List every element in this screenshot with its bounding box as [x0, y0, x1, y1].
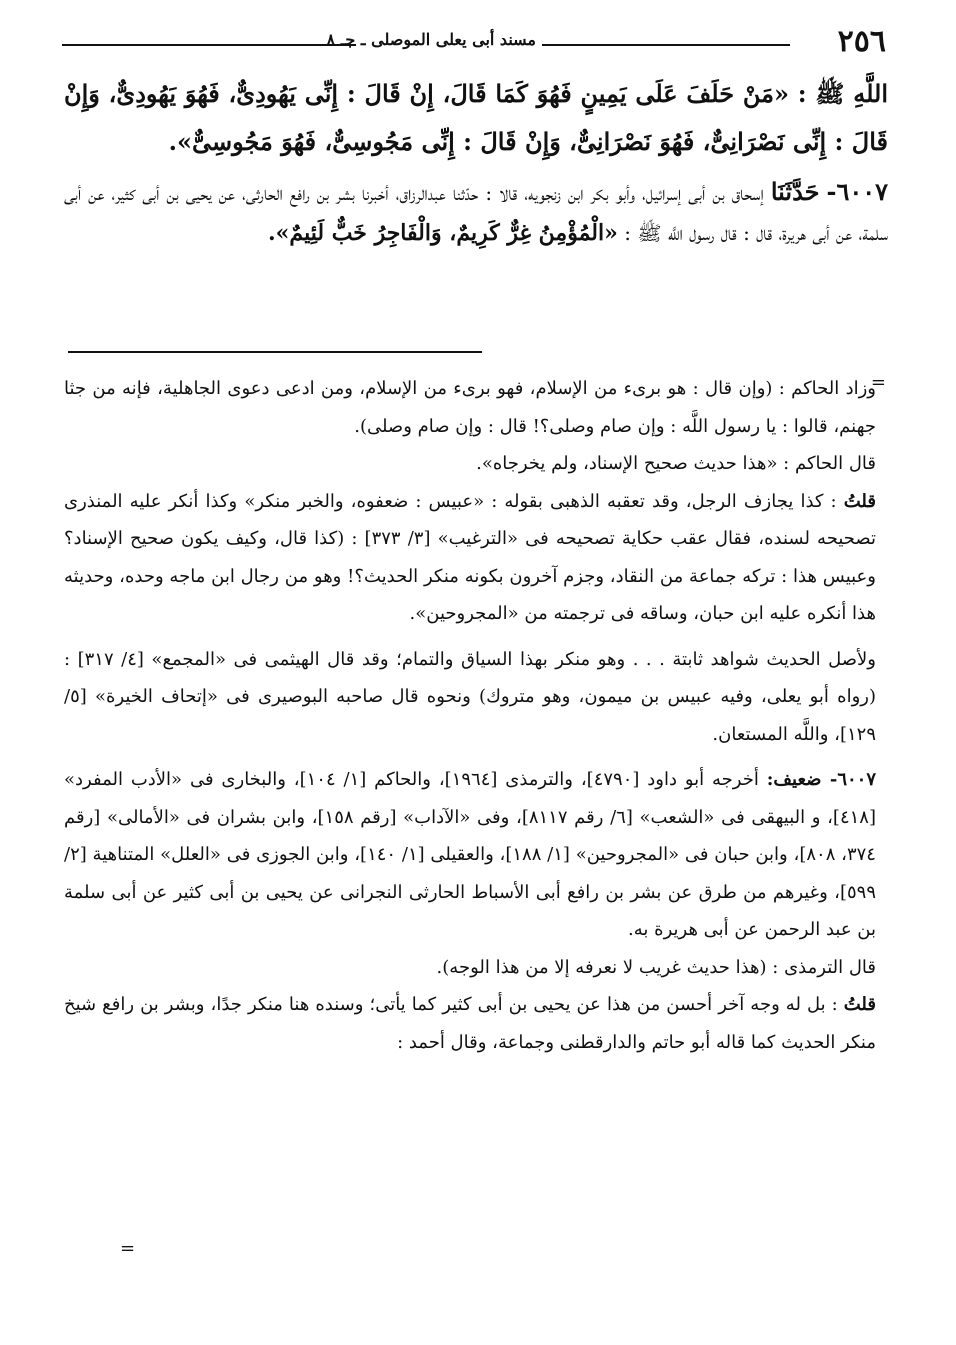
hadith-opener: حَدَّثَنَا: [770, 177, 820, 206]
footnote-text: : كذا يجازف الرجل، وقد تعقبه الذهبى بقوله : «عبيس : ضعفوه، والخبر منكر» وكذا أنكر عليه المنذرى تصحيحه لسنده، فقال عقب حكاية تصحيحه فى «الترغيب» [٣/ ٣٧٣] : (كذا قال، وكيف يكون صحيح الإسناد؟ وعبيس هذا : تركه جماعة من النقاد، وجزم آخرون بكونه منكر الحديث؟! وهو من رجال ابن ماجه وحده، وحديثه هذا أنكره عليه ابن حبان، وساقه فى ترجمته من «المجروحين».: [64, 490, 876, 624]
footnote-label: قلتُ: [843, 994, 876, 1015]
hadith-number: ٦٠٠٧-: [826, 177, 889, 206]
page-header: [62, 22, 886, 62]
footnote-paragraph: [64, 986, 876, 1061]
hadith-6007: [64, 172, 888, 253]
footnote-text: : بل له وجه آخر أحسن من هذا عن يحيى بن أبى كثير كما يأتى؛ وسنده هنا منكر جدًا، وبشر بن رافع شيخ منكر الحديث كما قاله أبو حاتم والدارقطنى وجماعة، وقال أحمد :: [64, 994, 876, 1053]
running-title: مسند أبى يعلى الموصلى ـ جـ ٨: [326, 30, 536, 49]
hadith-matn: «الْمُؤْمِنُ غِرٌّ كَرِيمٌ، وَالْفَاجِرُ خَبٌّ لَئِيمٌ».: [268, 220, 618, 246]
continuation-mark: =: [870, 372, 886, 393]
footnote-separator: [68, 351, 482, 353]
footnote-label: قلتُ: [843, 490, 876, 512]
footnotes: [64, 370, 876, 1061]
footnote-paragraph: [64, 483, 876, 633]
page-number: ٢٥٦: [837, 24, 886, 59]
footnote-label: ٦٠٠٧- ضعيف:: [766, 769, 876, 790]
end-continuation-mark: =: [120, 1238, 136, 1259]
header-rule: [542, 44, 790, 46]
footnote-paragraph: [64, 761, 876, 949]
header-rule: [62, 44, 356, 46]
footnote-paragraph: قال الترمذى : (هذا حديث غريب لا نعرفه إلا من هذا الوجه).: [436, 956, 876, 978]
hadith-isnad: إسحاق بن أبى إسرائيل، وأبو بكر ابن زنجويه، قالا : حدّثنا عبدالرزاق، أخبرنا بشر بن رافع الحارثى، عن يحيى بن أبى كثير، عن أبى سلمة، عن أبى هريرة، قال : قال رسول اللَّه ﷺ :: [64, 181, 888, 245]
footnote-paragraph: ولأصل الحديث شواهد ثابتة . . . وهو منكر بهذا السياق والتمام؛ وقد قال الهيثمى فى «المجمع» [٤/ ٣١٧] : (رواه أبو يعلى، وفيه عبيس بن ميمون، وهو متروك) ونحوه قال صاحبه البوصيرى فى «إتحاف الخيرة» [٥/ ١٢٩]، واللَّه المستعان.: [64, 648, 876, 745]
hadith-continuation: اللَّهِ ﷺ : «مَنْ حَلَفَ عَلَى يَمِينٍ فَهُوَ كَمَا قَالَ، إِنْ قَالَ : إِنِّى يَهُودِىٌّ، فَهُوَ يَهُودِىٌّ، وَإِنْ قَالَ : إِنِّى نَصْرَانِىٌّ، فَهُوَ نَصْرَانِىٌّ، وَإِنْ قَالَ : إِنِّى مَجُوسِىٌّ، فَهُوَ مَجُوسِىٌّ».: [64, 79, 888, 156]
hadith-text: [64, 70, 888, 253]
footnote-paragraph: وزاد الحاكم : (وإن قال : هو برىء من الإسلام، فهو برىء من الإسلام، ومن ادعى دعوى الجاهلية، فإنه من جثا جهنم، قالوا : يا رسول اللَّه : وإن صام وصلى؟! قال : وإن صام وصلى).: [64, 378, 876, 437]
footnote-paragraph: قال الحاكم : «هذا حديث صحيح الإسناد، ولم يخرجاه».: [476, 453, 876, 474]
footnote-text: أخرجه أبو داود [٤٧٩٠]، والترمذى [١٩٦٤]، والحاكم [١/ ١٠٤]، والبخارى فى «الأدب المفرد» [٤١٨]، و البيهقى فى «الشعب» [٦/ رقم ٨١١٧]، وفى «الآداب» [رقم ١٥٨]، وابن بشران فى «الأمالى» [رقم ٣٧٤، ٨٠٨]، وابن حبان فى «المجروحين» [١/ ١٨٨]، والعقيلى [١/ ١٤٠]، وابن الجوزى فى «العلل» المتناهية [٢/ ٥٩٩]، وغيرهم من طرق عن بشر بن رافع أبى الأسباط الحارثى النجرانى عن يحيى بن أبى كثير عن أبى سلمة بن عبد الرحمن عن أبى هريرة به.: [64, 769, 876, 940]
